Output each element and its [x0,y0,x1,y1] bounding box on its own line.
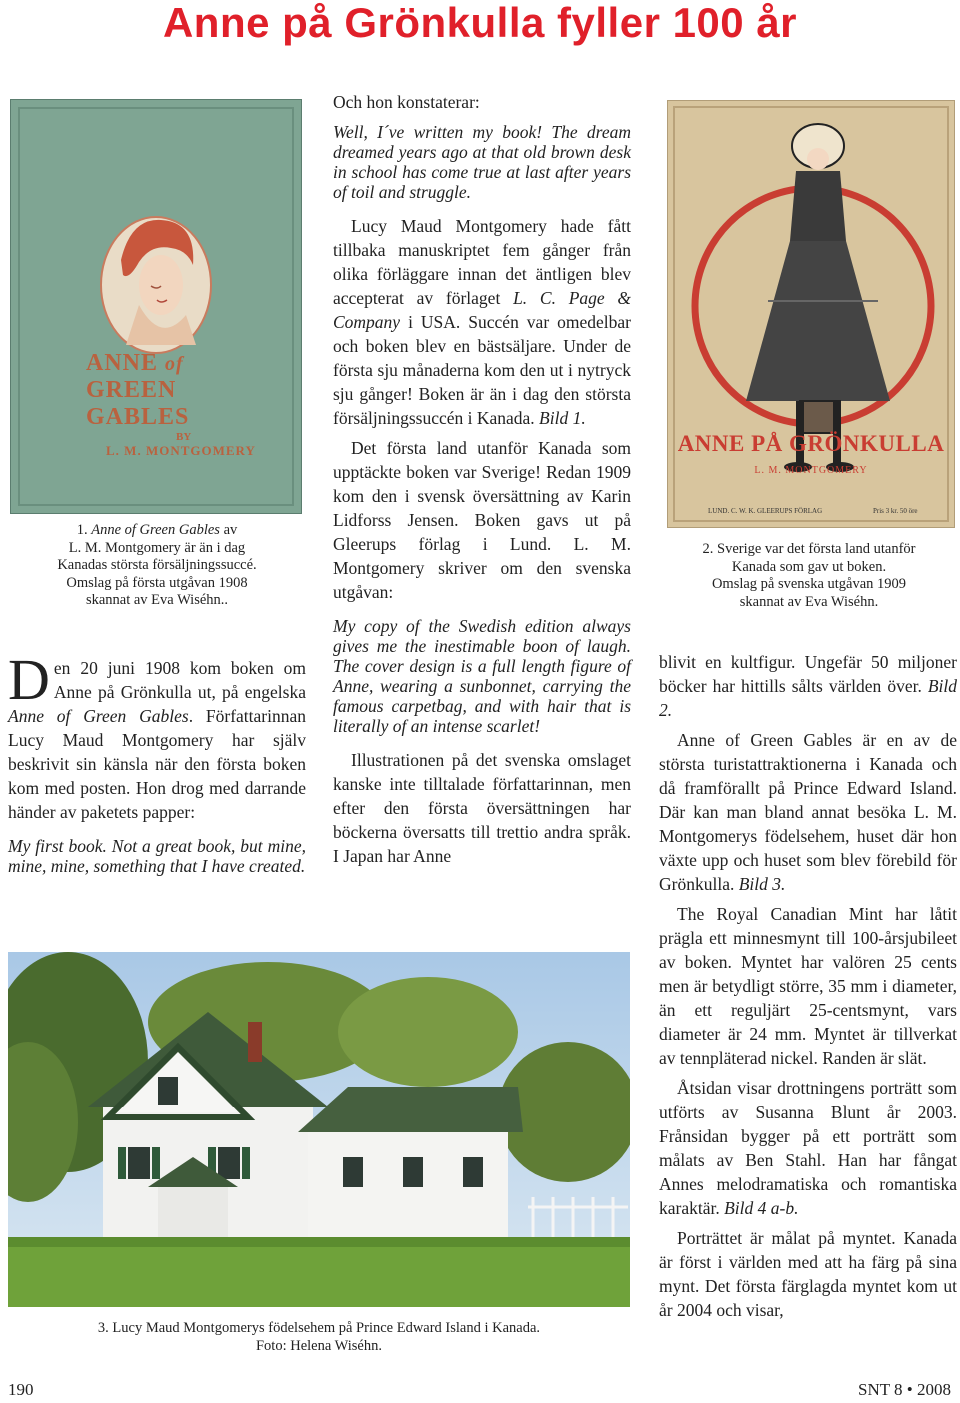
caption-2-line3: Omslag på svenska utgåvan 1909 [711,576,907,592]
caption-3 [8,1320,630,1355]
col3-paragraph-5: Porträttet är målat på myntet. Kanada är först i världen med att ha färg på sina mynt. Det första färglagda myntet kom ut år 2004 och visar, [659,1228,957,1320]
caption-1-line5: skannat av Eva Wiséhn.. [85,592,229,608]
journal-issue: SNT 8 • 2008 [858,1380,952,1399]
cover2-price: Pris 3 kr. 50 öre [873,507,918,515]
cover1-author: L. M. MONTGOMERY [106,443,256,458]
col1-quote: My first book. Not a great book, but mine, mine, mine, something that I have created. [8,836,306,876]
caption-1 [12,522,302,610]
page-number: 190 [8,1380,34,1399]
col2-quote-2: My copy of the Swedish edition always gives me the inestimable boon of laugh. The cover design is a full length figure of Anne, wearing a sunbonnet, carrying the famous carpetbag, and with hair that is literally of an intense scarlet! [333,616,631,736]
house-photo [8,952,630,1307]
cover1-title-line2: GREEN GABLES [86,377,190,430]
cover2-publisher: LUND. C. W. K. GLEERUPS FÖRLAG [708,507,823,515]
page-title: Anne på Grönkulla fyller 100 år [162,0,798,46]
caption-3-line2: Foto: Helena Wiséhn. [255,1337,382,1354]
cover2-title: ANNE PÅ GRÖNKULLA [677,431,945,456]
caption-2-line1: 2. Sverige var det första land utanför [702,541,916,557]
col3-paragraph-1: blivit en kultfigur. Ungefär 50 miljoner böcker har hittills sålts världen över. Bild 2. [659,652,957,720]
cover1-title-line1: ANNE of [86,350,184,376]
col1-paragraph-1: Den 20 juni 1908 kom boken om Anne på Grönkulla ut, på engelska Anne of Green Gables. Författarinnan Lucy Maud Montgomery har själv beskrivit sin känsla när den första boken kom med posten. Hon drog med darrande händer av paketets papper: [8,647,307,822]
column-3 [659,650,957,1328]
col2-paragraph-3: Illustrationen på det svenska omslaget kanske inte tilltalade författarinnan, men efter den första översättningen har böckerna översatts till trettio andra språk. I Japan har Anne [333,750,631,866]
caption-1-line1: 1. Anne of Green Gables av [76,522,238,538]
green-gables-house-illustration [8,952,630,1307]
caption-2 [660,541,958,611]
caption-2-line4: skannat av Eva Wiséhn. [739,593,879,610]
swedish-cover-illustration [668,101,954,527]
col2-intro: Och hon konstaterar: [333,92,480,112]
col2-quote-1: Well, I´ve written my book! The dream dreamed years ago at that old brown desk in school has come true at last after years of toil and struggle. [333,122,631,202]
caption-1-line3: Kanadas största försäljningssuccé. [57,557,257,573]
col3-paragraph-2: Anne of Green Gables är en av de största turistattraktionerna i Kanada och då framförallt på Prince Edward Island. Där kan man bland annat besöka L. M. Montgomerys födelsehem, huset där hon växte upp och huset som blev förebild för Grönkulla. Bild 3. [659,730,957,894]
caption-1-line4: Omslag på första utgåvan 1908 [66,574,248,591]
cover2-author: L. M. MONTGOMERY [754,465,868,476]
caption-3-line1: 3. Lucy Maud Montgomerys födelsehem på Prince Edward Island i Kanada. [97,1320,541,1336]
col2-paragraph-1: Lucy Maud Montgomery hade fått tillbaka manuskriptet fem gånger från olika förläggare innan det äntligen blev accepterat av förlaget L. C. Page & Company i USA. Succén var omedelbar och boken blev en bästsäljare. Under de första sju månaderna kom den ut i nytryck sju gånger! Boken är än i dag den största försäljningssuccén i Kanada. Bild 1. [333,216,631,428]
cover-image-anne-of-green-gables [10,99,302,514]
col2-paragraph-2: Det första land utanför Kanada som upptäckte boken var Sverige! Redan 1909 kom den i svensk översättning av Karin Lidforss Jensen. Boken gavs ut på Gleerups förlag i Lund. L. M. Montgomery skriver om den svenska utgåvan: [333,438,631,602]
caption-2-line2: Kanada som gav ut boken. [731,558,887,575]
column-1 [8,647,307,882]
col3-paragraph-3: The Royal Canadian Mint har låtit prägla ett minnesmynt till 100-årsjubileet av boken. Myntet har valören 25 cents men är betydligt större, 35 mm i diameter, än ett reguljärt 25-centsmynt, vars diameter är 24 mm. Myntet är tillverkat av tennpläterad nickel. Randen är slät. [659,904,957,1068]
drop-cap: D [8,647,50,712]
caption-1-line2: L. M. Montgomery är än i dag [68,539,246,556]
column-2 [333,90,631,874]
cover1-by: BY [176,431,192,443]
cover-image-anne-pa-gronkulla [667,100,955,528]
col3-paragraph-4: Åtsidan visar drottningens porträtt som utförts av Susanna Blunt år 2003. Frånsidan bygger på ett porträtt som målats av Ben Stahl. Han har fångat Annes melodramatiska och romantiska karaktär. Bild 4 a-b. [659,1078,957,1218]
